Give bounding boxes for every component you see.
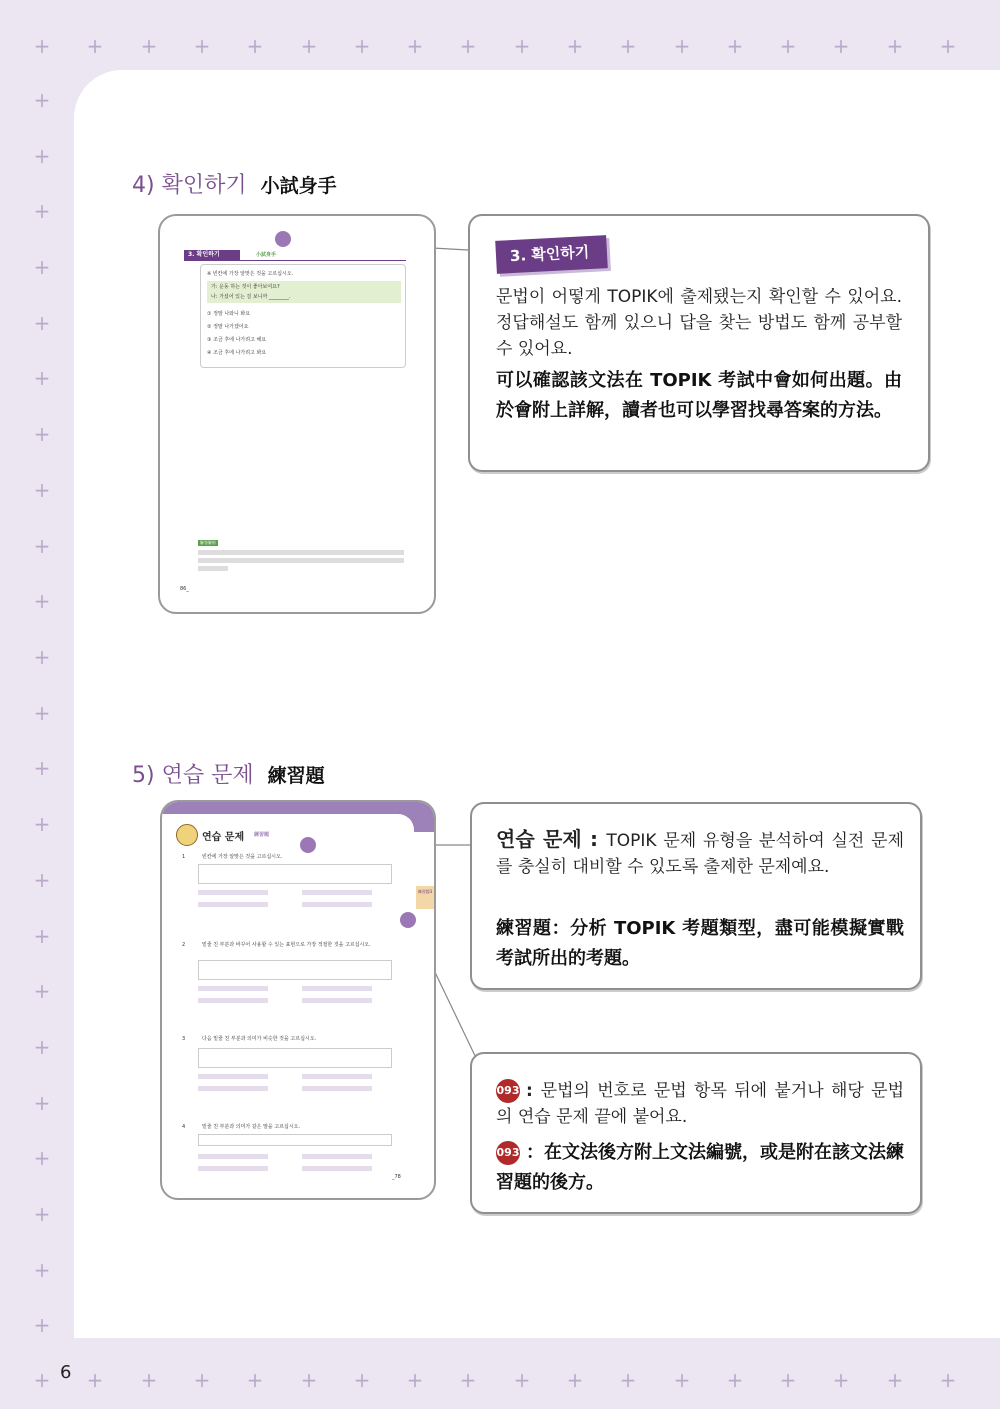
- plus-decoration: +: [86, 1368, 104, 1392]
- section4-thumbnail: [158, 214, 436, 614]
- plus-decoration: +: [33, 589, 51, 613]
- plus-decoration: +: [33, 1146, 51, 1170]
- section5-pointer-dot-a: [300, 837, 316, 853]
- plus-decoration: +: [33, 199, 51, 223]
- thumb5-page: _78: [392, 1174, 401, 1180]
- thumb4-page: 86_: [180, 586, 189, 592]
- plus-decoration: +: [406, 34, 424, 58]
- thumb4-dialogue-2: 나: 가셨어 있는 걸 보니까 ________.: [211, 294, 291, 300]
- plus-decoration: +: [33, 255, 51, 279]
- section5-callout-a-label: 연습 문제: [496, 827, 582, 851]
- plus-decoration: +: [779, 1368, 797, 1392]
- section4-callout-zh: 可以確認該文法在 TOPIK 考試中會如何出題。由於會附上詳解，讀者也可以學習找尋答案的方法。: [496, 370, 902, 421]
- plus-decoration: +: [832, 34, 850, 58]
- section5-thumbnail: [160, 800, 436, 1200]
- plus-decoration: +: [193, 1368, 211, 1392]
- plus-decoration: +: [406, 1368, 424, 1392]
- thumb5-q1-opt-2: [302, 890, 372, 895]
- plus-decoration: +: [619, 1368, 637, 1392]
- plus-decoration: +: [673, 1368, 691, 1392]
- section5-callout-b-ko: 문법의 번호로 문법 항목 뒤에 붙거나 해당 문법의 연습 문제 끝에 붙어요.: [496, 1081, 904, 1127]
- thumb5-q1-opt-4: [302, 902, 372, 907]
- plus-decoration: +: [140, 1368, 158, 1392]
- plus-decoration: +: [33, 1035, 51, 1059]
- thumb4-option-2: ② 정말 나가겠어요: [207, 324, 249, 330]
- plus-decoration: +: [300, 1368, 318, 1392]
- section5-callout-b-ko-wrap: 093 : 문법의 번호로 문법 항목 뒤에 붙거나 해당 문법의 연습 문제 끝에 붙어요.: [496, 1081, 904, 1127]
- plus-decoration: +: [33, 144, 51, 168]
- thumb5-q2-opt-2: [302, 986, 372, 991]
- thumb4-option-4: ④ 조금 후에 나가려고 봐요: [207, 350, 267, 356]
- section5-callout-a-ko: TOPIK 문제 유형을 분석하여 실전 문제를 충실히 대비할 수 있도록 출제한 문제예요.: [496, 831, 904, 877]
- thumb5-header: 연습 문제: [202, 832, 245, 843]
- section5-callout-a-zh: 練習題：分析 TOPIK 考題類型，盡可能模擬實戰考試所出的考題。: [496, 918, 904, 969]
- section4-heading-zh: 小試身手: [260, 175, 337, 197]
- plus-decoration: +: [353, 1368, 371, 1392]
- thumb5-q2-opt-4: [302, 998, 372, 1003]
- thumb5-q4-opt-3: [198, 1166, 268, 1171]
- thumb5-q4-opt-2: [302, 1154, 372, 1159]
- section4-heading-ko: 4) 확인하기: [132, 173, 247, 198]
- plus-decoration: +: [886, 34, 904, 58]
- section5-callout-b: [470, 1052, 922, 1214]
- plus-decoration: +: [726, 1368, 744, 1392]
- thumb5-q1-text: 빈칸에 가장 알맞은 것을 고르십시오.: [202, 854, 283, 860]
- thumb4-question-box: [200, 264, 406, 368]
- thumb5-q4-text: 밑줄 친 부분과 의미가 같은 말을 고르십시오.: [202, 1124, 301, 1130]
- plus-decoration: +: [459, 34, 477, 58]
- section5-pointer-dot-b: [400, 912, 416, 928]
- section4-callout-banner: 3. 확인하기: [495, 235, 608, 274]
- plus-decoration: +: [33, 422, 51, 446]
- plus-decoration: +: [33, 812, 51, 836]
- thumb4-option-3: ③ 조금 후에 나가려고 해요: [207, 337, 267, 343]
- section4-callout-ko: 문법이 어떻게 TOPIK에 출제됐는지 확인할 수 있어요. 정답해설도 함께 있으니 답을 찾는 방법도 함께 공부할 수 있어요.: [496, 287, 902, 359]
- thumb5-q3-opt-4: [302, 1086, 372, 1091]
- thumb5-q2-num: 2: [182, 942, 186, 948]
- thumb5-q1-opt-1: [198, 890, 268, 895]
- section5-callout-b-zh-wrap: 093 ：在文法後方附上文法編號，或是附在該文法練習題的後方。: [496, 1142, 904, 1193]
- thumb5-header-card: [162, 814, 414, 854]
- plus-decoration: +: [726, 34, 744, 58]
- plus-decoration: +: [246, 1368, 264, 1392]
- thumb4-dialogue-1: 가: 운동 하는 것이 좋아보여요?: [211, 284, 280, 290]
- section5-heading-ko: 5) 연습 문제: [132, 763, 254, 788]
- section4-heading: [132, 168, 337, 199]
- plus-decoration: +: [33, 1368, 51, 1392]
- section5-callout-a: [470, 802, 922, 990]
- thumb5-q3-opt-1: [198, 1074, 268, 1079]
- owl-icon: [176, 824, 198, 846]
- thumb5-header-sub: 練習題: [254, 832, 270, 838]
- thumb4-header-sub: 小試身手: [256, 252, 277, 258]
- thumb5-q1-num: 1: [182, 854, 186, 860]
- plus-decoration: +: [459, 1368, 477, 1392]
- plus-decoration: +: [33, 534, 51, 558]
- plus-decoration: +: [779, 34, 797, 58]
- plus-decoration: +: [33, 366, 51, 390]
- section5-callout-b-zh: 在文法後方附上文法編號，或是附在該文法練習題的後方。: [496, 1142, 904, 1193]
- plus-decoration: +: [33, 1258, 51, 1282]
- plus-decoration: +: [566, 34, 584, 58]
- plus-decoration: +: [300, 34, 318, 58]
- plus-decoration: +: [33, 645, 51, 669]
- section4-pointer-dot: [275, 231, 291, 247]
- thumb4-footer-line-3: [198, 566, 228, 571]
- thumb5-q1-dialogue: [198, 864, 392, 884]
- thumb5-q2-text: 밑줄 친 부분과 바꾸어 사용할 수 있는 표현으로 가장 적절한 것을 고르십시오.: [202, 942, 371, 948]
- thumb4-rule: [184, 260, 406, 261]
- thumb4-option-1: ① 정말 나와니 봐요: [207, 311, 251, 317]
- thumb5-side-tag: 練習題3: [416, 886, 434, 909]
- plus-decoration: +: [513, 34, 531, 58]
- section4-callout: [468, 214, 930, 472]
- section5-heading: [132, 758, 325, 789]
- plus-decoration: +: [33, 478, 51, 502]
- plus-decoration: +: [939, 34, 957, 58]
- plus-decoration: +: [33, 979, 51, 1003]
- plus-decoration: +: [33, 1202, 51, 1226]
- thumb5-q2-dialogue: [198, 960, 392, 980]
- plus-decoration: +: [140, 34, 158, 58]
- thumb5-q3-opt-3: [198, 1086, 268, 1091]
- section5-heading-zh: 練習題: [267, 765, 325, 787]
- plus-decoration: +: [33, 88, 51, 112]
- plus-decoration: +: [619, 34, 637, 58]
- plus-decoration: +: [246, 34, 264, 58]
- thumb4-footer-tag: 解答解析: [200, 540, 216, 545]
- page-number: 6: [60, 1362, 72, 1383]
- thumb5-q3-opt-2: [302, 1074, 372, 1079]
- grammar-number-badge: 093: [496, 1079, 520, 1103]
- thumb4-dialogue-box: [207, 281, 401, 303]
- plus-decoration: +: [33, 868, 51, 892]
- plus-decoration: +: [353, 34, 371, 58]
- plus-decoration: +: [33, 311, 51, 335]
- thumb5-q4-opt-1: [198, 1154, 268, 1159]
- grammar-number-badge-2: 093: [496, 1141, 520, 1165]
- thumb4-footer-line-1: [198, 550, 404, 555]
- thumb5-q4-dialogue: [198, 1134, 392, 1146]
- plus-decoration: +: [832, 1368, 850, 1392]
- plus-decoration: +: [33, 924, 51, 948]
- section5-callout-a-ko-wrap: 연습 문제 : TOPIK 문제 유형을 분석하여 실전 문제를 충실히 대비할 수 있도록 출제한 문제예요.: [496, 827, 904, 877]
- plus-decoration: +: [33, 756, 51, 780]
- plus-decoration: +: [33, 34, 51, 58]
- plus-decoration: +: [939, 1368, 957, 1392]
- thumb5-q4-num: 4: [182, 1124, 186, 1130]
- thumb5-q4-opt-4: [302, 1166, 372, 1171]
- thumb4-header: 3. 확인하기: [184, 250, 240, 260]
- plus-decoration: +: [33, 1091, 51, 1115]
- plus-decoration: +: [673, 34, 691, 58]
- plus-decoration: +: [33, 701, 51, 725]
- thumb4-footer-line-2: [198, 558, 404, 563]
- thumb5-q3-num: 3: [182, 1036, 186, 1042]
- plus-decoration: +: [86, 34, 104, 58]
- thumb5-q3-text: 다음 밑줄 친 부분과 의미가 비슷한 것을 고르십시오.: [202, 1036, 317, 1042]
- plus-decoration: +: [566, 1368, 584, 1392]
- plus-decoration: +: [886, 1368, 904, 1392]
- plus-decoration: +: [513, 1368, 531, 1392]
- thumb5-q1-opt-3: [198, 902, 268, 907]
- plus-decoration: +: [33, 1313, 51, 1337]
- thumb5-q2-opt-3: [198, 998, 268, 1003]
- plus-decoration: +: [193, 34, 211, 58]
- thumb5-q3-dialogue: [198, 1048, 392, 1068]
- thumb5-q2-opt-1: [198, 986, 268, 991]
- thumb4-question: ※ 빈칸에 가장 알맞은 것을 고르십시오.: [207, 271, 294, 277]
